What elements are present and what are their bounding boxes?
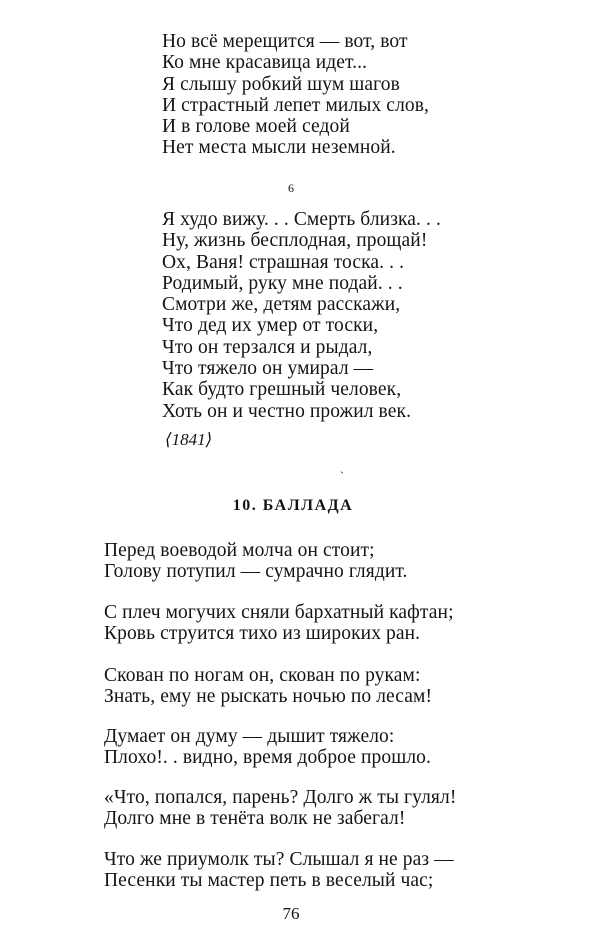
- poem-line: Что он терзался и рыдал,: [162, 336, 373, 358]
- poem-line: И в голове моей седой: [162, 116, 350, 138]
- poem-line: И страстный лепет милых слов,: [162, 94, 430, 116]
- poem-line: Ох, Ваня! страшная тоска. . .: [162, 251, 405, 273]
- poem-line: Нет места мысли неземной.: [162, 137, 396, 159]
- ballad-line: Скован по ногам он, скован по рукам:: [104, 665, 421, 686]
- ballad-line: Перед воеводой молча он стоит;: [104, 540, 375, 561]
- ballad-stanza: [104, 849, 454, 892]
- poem-section-six: [162, 209, 441, 422]
- ballad-stanza: [104, 602, 454, 645]
- poem-line: Хоть он и честно прожил век.: [162, 400, 412, 422]
- ballad-line: «Что, попался, парень? Долго ж ты гулял!: [104, 787, 457, 808]
- ballad-line: Долго мне в тенёта волк не забегал!: [104, 808, 406, 830]
- ballad-line: Знать, ему не рыскать ночью по лесам!: [104, 686, 433, 708]
- poem-line: Но всё мерещится — вот, вот: [162, 31, 408, 52]
- ballad-line: С плеч могучих сняли бархатный кафтан;: [104, 602, 454, 623]
- poem-stanza-top: [162, 31, 429, 159]
- ballad-title-text: 10. БАЛЛАДА: [232, 497, 354, 514]
- ballad-line: Что же приумолк ты? Слышал я не раз —: [104, 849, 454, 870]
- ballad-line: Голову потупил — сумрачно глядит.: [104, 561, 408, 583]
- section-number: 6: [288, 181, 294, 195]
- ballad-stanza: [104, 726, 431, 769]
- poem-line: Родимый, руку мне подай. . .: [162, 272, 403, 294]
- stray-mark: `: [340, 469, 344, 483]
- ballad-line: Песенки ты мастер петь в веселый час;: [104, 870, 434, 892]
- ballad-stanza: [104, 665, 432, 708]
- ballad-title: [0, 496, 600, 516]
- poem-line: Смотри же, детям расскажи,: [162, 294, 401, 316]
- page-number: [0, 904, 600, 924]
- poem-line: Ну, жизнь бесплодная, прощай!: [162, 230, 428, 252]
- poem-date: ⟨1841⟩: [165, 430, 213, 449]
- poem-line: Как будто грешный человек,: [162, 379, 402, 401]
- poem-line: Ко мне красавица идет...: [162, 52, 368, 74]
- poem-line: Я худо вижу. . . Смерть близка. . .: [162, 209, 441, 230]
- ballad-stanza: [104, 787, 456, 830]
- ballad-line: Плохо!. . видно, время доброе прошло.: [104, 747, 431, 769]
- poem-line: Что дед их умер от тоски,: [162, 315, 379, 337]
- poem-line: Я слышу робкий шум шагов: [162, 73, 400, 95]
- poem-line: Что тяжело он умирал —: [162, 358, 374, 380]
- ballad-line: Кровь струится тихо из широких ран.: [104, 623, 421, 645]
- ballad-stanza: [104, 540, 408, 583]
- page-number-text: 76: [282, 904, 300, 923]
- ballad-line: Думает он думу — дышит тяжело:: [104, 726, 395, 747]
